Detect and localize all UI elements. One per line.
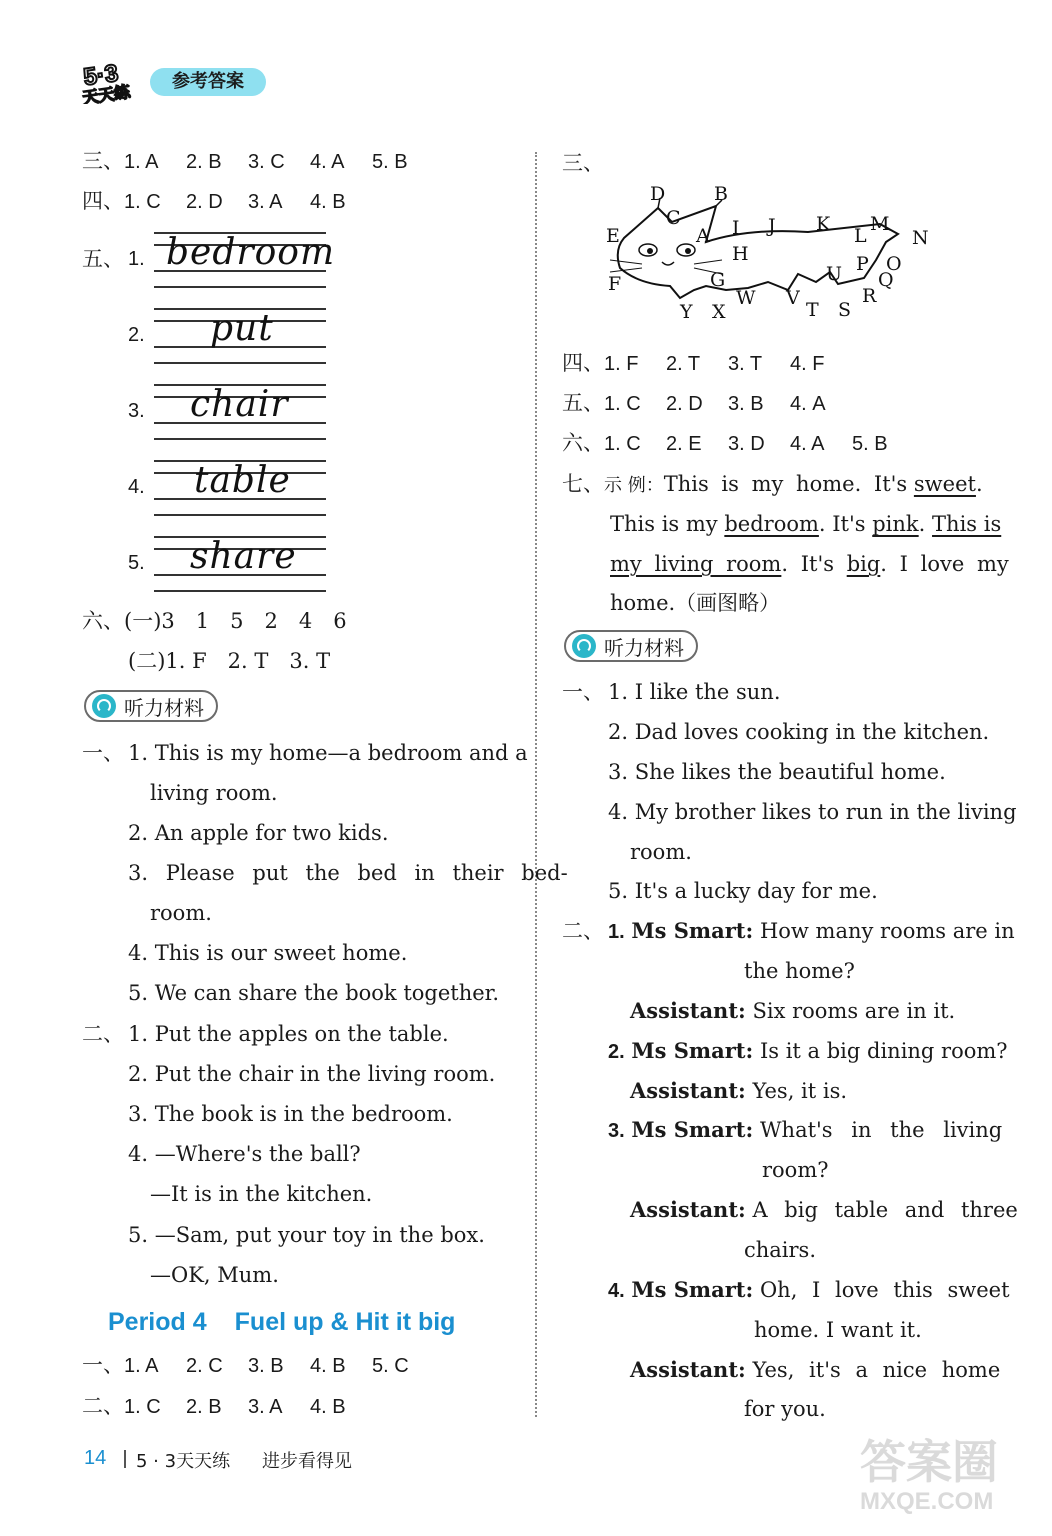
listening-line: 5. We can share the book together. bbox=[128, 981, 500, 1005]
listening-line: —OK, Mum. bbox=[150, 1263, 279, 1287]
dot-letter: A bbox=[696, 225, 710, 247]
handwritten-word: put bbox=[210, 308, 274, 349]
dialog-line: 3. Ms Smart: What's in the living bbox=[608, 1117, 1003, 1142]
dialog-line: for you. bbox=[744, 1397, 826, 1421]
dot-letter: R bbox=[862, 285, 877, 307]
period-heading: Period 4 Fuel up & Hit it big bbox=[108, 1308, 456, 1336]
right-s4: 四、1. F 2. T 3. T 4. F bbox=[562, 351, 825, 375]
listening-line: 5. It's a lucky day for me. bbox=[608, 879, 878, 903]
left-s6-line2: (二)1. F 2. T 3. T bbox=[128, 649, 331, 673]
right-s6: 六、1. C 2. E 3. D 4. A 5. B bbox=[562, 431, 888, 455]
dialog-line: Assistant: Six rooms are in it. bbox=[630, 998, 956, 1023]
dot-letter: V bbox=[786, 287, 800, 309]
right-s7-line4: home.（画图略） bbox=[610, 591, 781, 615]
dialog-line: 2. Ms Smart: Is it a big dining room? bbox=[608, 1038, 1008, 1063]
dot-letter: L bbox=[854, 225, 867, 247]
left-s5-prefix: 五、 bbox=[82, 247, 124, 271]
left-p1: 一、1. A 2. C 3. B 4. B 5. C bbox=[82, 1353, 409, 1377]
listening-label: 听力材料 bbox=[84, 690, 218, 722]
dialog-line: Assistant: Yes, it is. bbox=[630, 1078, 848, 1103]
right-s7-line3: my living room. It's big. I love my bbox=[610, 552, 1009, 576]
dialog-line: chairs. bbox=[744, 1238, 817, 1262]
listening-line: —It is in the kitchen. bbox=[150, 1182, 373, 1206]
dot-letter: N bbox=[912, 227, 929, 249]
watermark: 答案圈 MXQE.COM bbox=[860, 1435, 998, 1515]
listening-label: 听力材料 bbox=[564, 630, 698, 662]
dot-letter: D bbox=[650, 183, 666, 205]
handwritten-word: table bbox=[194, 460, 291, 501]
left-l1-prefix: 一、 bbox=[82, 741, 124, 765]
listening-line: 5. —Sam, put your toy in the box. bbox=[128, 1223, 485, 1247]
dot-letter: Y bbox=[680, 301, 693, 323]
listening-line: 2. An apple for two kids. bbox=[128, 821, 389, 845]
listening-line: 1. I like the sun. bbox=[608, 680, 781, 704]
left-l2-prefix: 二、 bbox=[82, 1022, 124, 1046]
headphone-icon bbox=[92, 694, 116, 718]
dot-letter: E bbox=[606, 225, 620, 247]
listening-line: 2. Put the chair in the living room. bbox=[128, 1062, 496, 1086]
dialog-line: 4. Ms Smart: Oh, I love this sweet bbox=[608, 1277, 1010, 1302]
svg-text:5·3: 5·3 bbox=[81, 59, 120, 92]
handwritten-word: chair bbox=[190, 384, 289, 425]
dot-letter: Q bbox=[878, 269, 894, 291]
listening-line: 3. Please put the bed in their bed- bbox=[128, 861, 568, 885]
left-s4: 四、1. C 2. D 3. A 4. B bbox=[82, 189, 346, 213]
page-number: 14 bbox=[84, 1447, 107, 1469]
dot-letter: G bbox=[710, 269, 726, 291]
handwritten-word: share bbox=[190, 536, 297, 577]
dialog-line: room? bbox=[762, 1158, 829, 1182]
dot-letter: P bbox=[856, 253, 869, 275]
dot-letter: C bbox=[666, 207, 681, 229]
headphone-icon bbox=[572, 634, 596, 658]
listening-line: 4. —Where's the ball? bbox=[128, 1142, 361, 1166]
right-s3-prefix: 三、 bbox=[562, 151, 604, 175]
right-l1-prefix: 一、 bbox=[562, 680, 604, 704]
answer-badge: 参考答案 bbox=[150, 68, 266, 96]
dot-letter: S bbox=[838, 299, 852, 321]
dot-letter: U bbox=[826, 263, 843, 285]
footer-series: 5 · 3天天练 bbox=[136, 1451, 231, 1472]
dot-letter: I bbox=[732, 217, 740, 239]
dot-letter: O bbox=[886, 253, 902, 275]
listening-line: 4. My brother likes to run in the living bbox=[608, 800, 1017, 824]
listening-line: living room. bbox=[150, 781, 278, 805]
right-s5: 五、1. C 2. D 3. B 4. A bbox=[562, 391, 826, 415]
footer-slogan: 进步看得见 bbox=[262, 1451, 352, 1472]
dialog-line: 1. Ms Smart: How many rooms are in bbox=[608, 918, 1015, 943]
column-divider bbox=[535, 152, 537, 1417]
dot-letter: M bbox=[870, 213, 890, 235]
cat-dot-drawing bbox=[598, 180, 938, 325]
listening-line: 1. This is my home—a bedroom and a bbox=[128, 741, 528, 765]
dot-letter: T bbox=[806, 299, 819, 321]
listening-line: 1. Put the apples on the table. bbox=[128, 1022, 449, 1046]
listening-line: 3. She likes the beautiful home. bbox=[608, 760, 946, 784]
left-p2: 二、1. C 2. B 3. A 4. B bbox=[82, 1394, 346, 1418]
dot-letter: H bbox=[732, 243, 749, 265]
dot-letter: X bbox=[712, 301, 726, 323]
right-s7-line1: 七、示 例：This is my home. It's sweet. bbox=[562, 472, 983, 496]
dot-letter: W bbox=[736, 287, 756, 309]
listening-line: room. bbox=[630, 840, 692, 864]
listening-line: 3. The book is in the bedroom. bbox=[128, 1102, 453, 1126]
dot-letter: K bbox=[816, 213, 831, 235]
left-s3: 三、1. A 2. B 3. C 4. A 5. B bbox=[82, 149, 408, 173]
handwritten-word: bedroom bbox=[166, 232, 336, 273]
footer-divider bbox=[124, 1450, 126, 1468]
dialog-line: the home? bbox=[744, 959, 855, 983]
listening-line: 4. This is our sweet home. bbox=[128, 941, 408, 965]
dialog-line: Assistant: Yes, it's a nice home bbox=[630, 1357, 1001, 1382]
listening-line: room. bbox=[150, 901, 212, 925]
dot-letter: F bbox=[608, 273, 622, 295]
dot-letter: B bbox=[714, 183, 728, 205]
listening-line: 2. Dad loves cooking in the kitchen. bbox=[608, 720, 990, 744]
dialog-line: home. I want it. bbox=[754, 1318, 922, 1342]
dot-letter: J bbox=[768, 215, 776, 237]
right-l2-prefix: 二、 bbox=[562, 919, 604, 943]
svg-text:天天练: 天天练 bbox=[81, 82, 132, 104]
right-s7-line2: This is my bedroom. It's pink. This is bbox=[610, 512, 1002, 536]
logo bbox=[78, 58, 146, 104]
dialog-line: Assistant: A big table and three bbox=[630, 1197, 1018, 1222]
left-s6-line1: 六、(一)3 1 5 2 4 6 bbox=[82, 609, 347, 633]
